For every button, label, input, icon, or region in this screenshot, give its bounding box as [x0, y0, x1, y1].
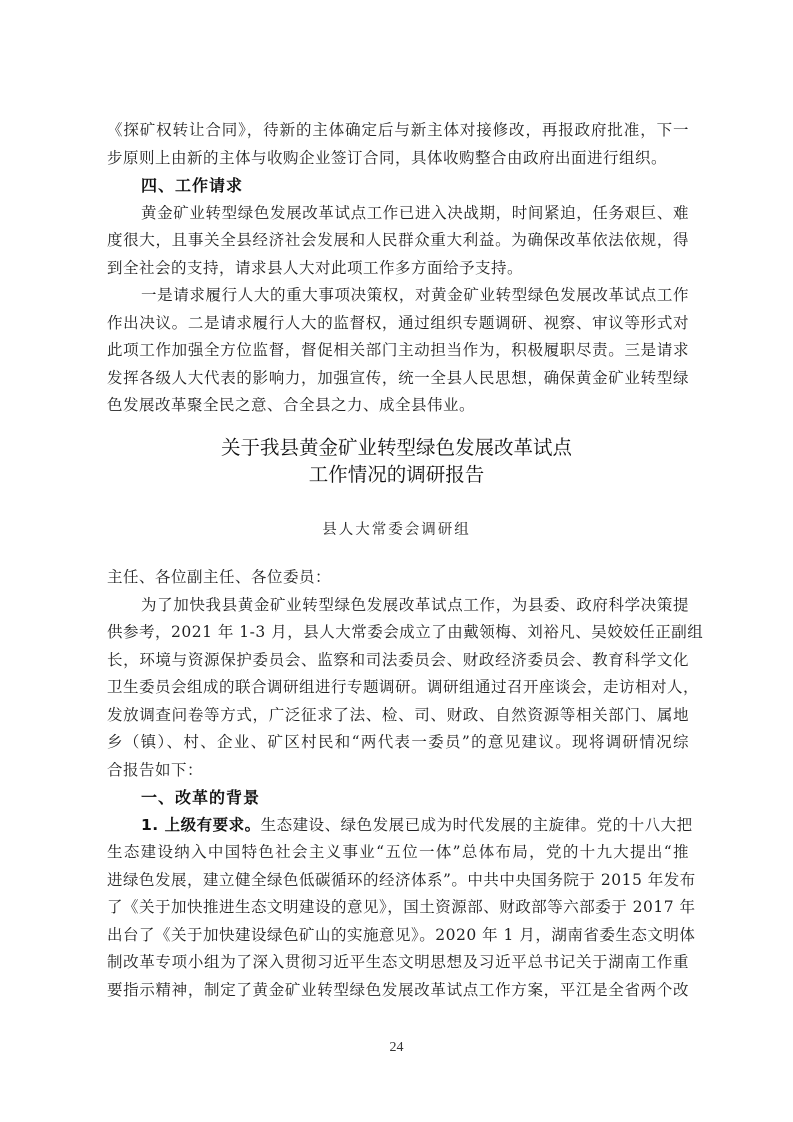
paragraph-line: 发挥各级人大代表的影响力，加强宣传，统一全县人民思想，确保黄金矿业转型绿 [107, 368, 689, 387]
paragraph-line: 此项工作加强全方位监督，督促相关部门主动担当作为，积极履职尽责。三是请求 [107, 341, 689, 359]
paragraph-line: 度很大，且事关全县经济社会发展和人民群众重大利益。为确保改革依法依规，得 [107, 231, 689, 249]
paragraph-line: 进绿色发展，建立健全绿色低碳循环的经济体系”。中共中央国务院于 2015 年发布 [107, 870, 696, 889]
paragraph-line: 作出决议。二是请求履行人大的监督权，通过组织专题调研、视察、审议等形式对 [107, 313, 689, 332]
paragraph-line: 供参考，2021 年 1-3 月，县人大常委会成立了由戴领梅、刘裕凡、吴姣姣任正副组 [107, 623, 704, 641]
paragraph-line: 为了加快我县黄金矿业转型绿色发展改革试点工作，为县委、政府科学决策提 [141, 595, 689, 614]
report-title-line-1: 关于我县黄金矿业转型绿色发展改革试点 [220, 436, 572, 459]
paragraph-line: 了《关于加快推进生态文明建设的意见》，国土资源部、财政部等六部委于 2017 年 [107, 898, 696, 916]
paragraph-line: 一是请求履行人大的重大事项决策权，对黄金矿业转型绿色发展改革试点工作 [141, 286, 689, 304]
paragraph-line: 发放调查问卷等方式，广泛征求了法、检、司、财政、自然资源等相关部门、属地 [107, 705, 689, 724]
paragraph-line: 黄金矿业转型绿色发展改革试点工作已进入决战期，时间紧迫，任务艰巨、难 [141, 203, 689, 222]
paragraph-line: 制改革专项小组为了深入贯彻习近平生态文明思想及习近平总书记关于湖南工作重 [107, 953, 689, 971]
section-heading: 四、工作请求 [141, 176, 244, 195]
paragraph-line: 要指示精神，制定了黄金矿业转型绿色发展改革试点工作方案，平江是全省两个改 [107, 980, 689, 999]
paragraph-line: 到全社会的支持，请求县人大对此项工作多方面给予支持。 [107, 258, 524, 277]
paragraph-line: 合报告如下： [107, 760, 204, 779]
paragraph-line: 乡（镇）、村、企业、矿区村民和“两代表一委员”的意见建议。现将调研情况综 [107, 733, 689, 751]
point-text: 生态建设、绿色发展已成为时代发展的主旋律。党的十八大把 [260, 815, 693, 834]
section-heading: 一、改革的背景 [141, 788, 261, 807]
paragraph-line: 卫生委员会组成的联合调研组进行专题调研。调研组通过召开座谈会，走访相对人， [107, 678, 700, 696]
paragraph-line: 《探矿权转让合同》，待新的主体确定后与新主体对接修改，再报政府批准，下一 [107, 121, 689, 139]
salutation: 主任、各位副主任、各位委员： [107, 568, 332, 586]
paragraph-line: 步原则上由新的主体与收购企业签订合同，具体收购整合由政府出面进行组织。 [107, 148, 668, 167]
paragraph-line [107, 812, 693, 840]
page-number: 24 [389, 1040, 404, 1055]
paragraph-line: 色发展改革聚全民之意、合全县之力、成全县伟业。 [107, 396, 476, 414]
report-author: 县人大常委会调研组 [322, 522, 471, 538]
report-body [107, 564, 704, 1004]
paragraph-line: 生态建设纳入中国特色社会主义事业“五位一体”总体布局，党的十九大提出“推 [107, 843, 689, 861]
point-lead: 1. 上级有要求。 [141, 815, 261, 834]
report-title-line-2: 工作情况的调研报告 [308, 463, 485, 486]
section-work-requests [107, 117, 689, 420]
paragraph-line: 出台了《关于加快建设绿色矿山的实施意见》。2020 年 1 月，湖南省委生态文明体 [107, 925, 696, 944]
paragraph-line: 长，环境与资源保护委员会、监察和司法委员会、财政经济委员会、教育科学文化 [107, 650, 689, 669]
